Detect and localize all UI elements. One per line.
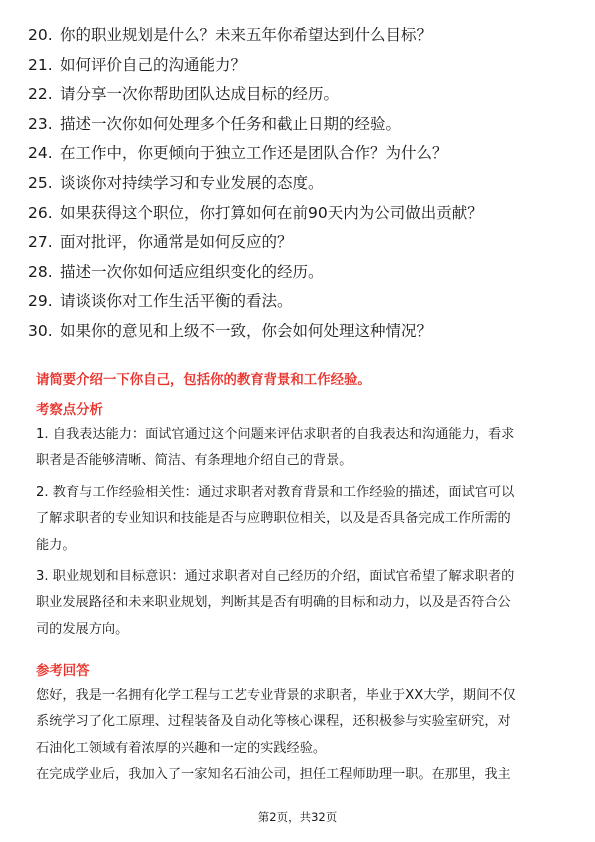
question-text: 请谈谈你对工作生活平衡的看法。 [60, 292, 293, 311]
question-number: 27. [28, 233, 53, 252]
question-text: 请分享一次你帮助团队达成目标的经历。 [60, 85, 340, 104]
reference-paragraph [36, 762, 560, 788]
question-number: 22. [28, 85, 53, 104]
text-line: 了解求职者的专业知识和技能是否与应聘职位相关，以及是否具备完成工作所需的 [36, 511, 511, 527]
question-list [28, 21, 573, 347]
text-line: 石油化工领域有着浓厚的兴趣和一定的实践经验。 [36, 740, 327, 756]
question-item [28, 317, 573, 347]
question-number: 20. [28, 26, 53, 44]
question-item [28, 228, 573, 258]
text-line: 3. 职业规划和目标意识：通过求职者对自己经历的介绍，面试官希望了解求职者的 [36, 569, 515, 584]
text-line: 系统学习了化工原理、过程装备及自动化等核心课程，还积极参与实验室研究，对 [36, 714, 511, 730]
analysis-point [36, 480, 560, 559]
question-item [28, 139, 573, 169]
question-text: 面对批评，你通常是如何反应的？ [60, 233, 293, 252]
question-number: 25. [28, 173, 53, 192]
question-text: 描述一次你如何适应组织变化的经历。 [60, 262, 324, 281]
page-number-footer: 第2页，共32页 [257, 810, 338, 824]
question-text: 谈谈你对持续学习和专业发展的态度。 [60, 173, 324, 192]
question-item [28, 80, 573, 110]
reference-paragraph [36, 683, 560, 762]
question-item [28, 199, 573, 229]
analysis-point [36, 422, 560, 475]
text-line: 1. 自我表达能力：面试官通过这个问题来评估求职者的自我表达和沟通能力，看求 [36, 427, 515, 442]
question-text: 在工作中，你更倾向于独立工作还是团队合作？为什么？ [60, 144, 448, 163]
question-number: 21. [28, 55, 53, 74]
question-text: 描述一次你如何处理多个任务和截止日期的经验。 [60, 114, 402, 133]
analysis-title: 考察点分析 [36, 403, 103, 418]
text-line: 2. 教育与工作经验相关性：通过求职者对教育背景和工作经验的描述，面试官可以 [36, 485, 515, 500]
question-text: 如何评价自己的沟通能力？ [60, 55, 247, 74]
question-item [28, 51, 573, 81]
question-item [28, 21, 573, 51]
question-number: 28. [28, 262, 53, 281]
question-item [28, 110, 573, 140]
text-line: 能力。 [36, 537, 76, 553]
main-question-heading: 请简要介绍一下你自己，包括你的教育背景和工作经验。 [36, 373, 371, 388]
question-number: 23. [28, 114, 53, 133]
question-text: 如果你的意见和上级不一致，你会如何处理这种情况？ [60, 321, 433, 340]
reference-title: 参考回答 [36, 664, 90, 679]
question-number: 30. [28, 321, 53, 340]
analysis-point [36, 564, 560, 643]
question-item [28, 169, 573, 199]
question-text: 你的职业规划是什么？未来五年你希望达到什么目标？ [60, 26, 433, 44]
question-text: 如果获得这个职位，你打算如何在前90天内为公司做出贡献？ [60, 203, 483, 222]
question-number: 26. [28, 203, 53, 222]
question-number: 24. [28, 144, 53, 163]
text-line: 您好，我是一名拥有化学工程与工艺专业背景的求职者，毕业于XX大学，期间不仅 [36, 688, 516, 703]
text-line: 司的发展方向。 [36, 621, 129, 637]
question-number: 29. [28, 292, 53, 311]
text-line: 职业发展路径和未来职业规划，判断其是否有明确的目标和动力，以及是否符合公 [36, 595, 511, 611]
text-line: 在完成学业后，我加入了一家知名石油公司，担任工程师助理一职。在那里，我主 [36, 767, 511, 782]
text-line: 职者是否能够清晰、简洁、有条理地介绍自己的背景。 [36, 453, 353, 469]
question-item [28, 287, 573, 317]
question-item [28, 258, 573, 288]
